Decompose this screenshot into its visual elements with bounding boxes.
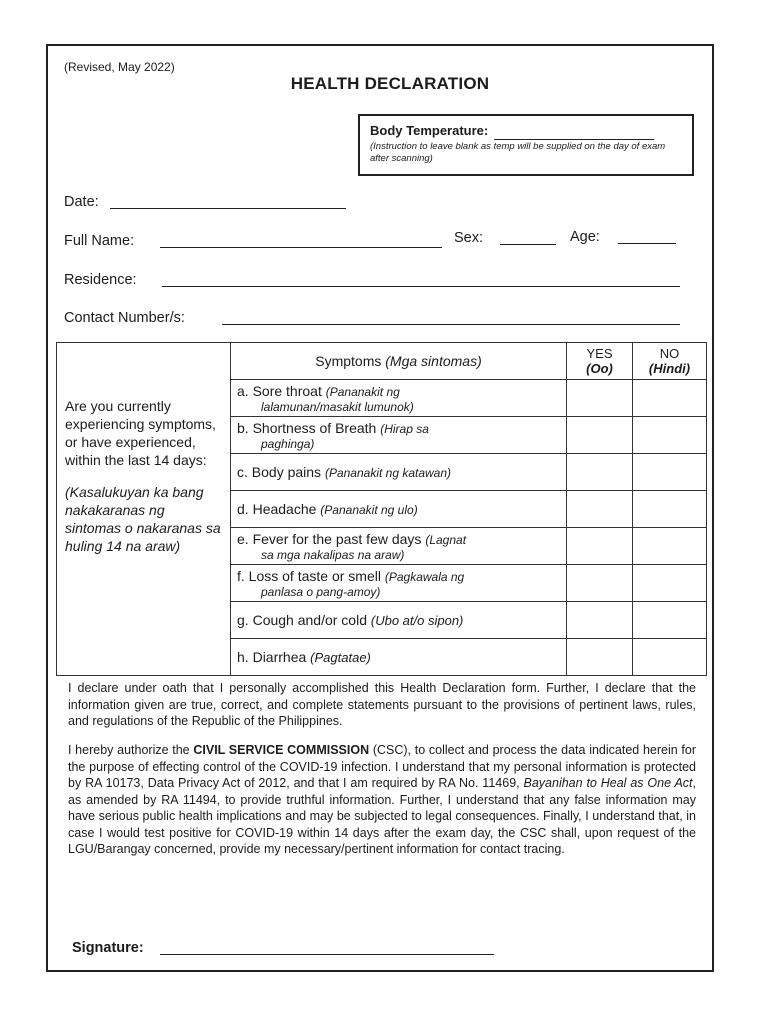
yes-checkbox-e[interactable] <box>567 528 633 565</box>
no-checkbox-b[interactable] <box>633 417 707 454</box>
signature-field[interactable] <box>160 954 494 955</box>
no-checkbox-c[interactable] <box>633 454 707 491</box>
no-checkbox-d[interactable] <box>633 491 707 528</box>
declaration-text: I hereby authorize the <box>68 743 194 757</box>
symptom-letter: e. <box>237 530 249 547</box>
yes-checkbox-g[interactable] <box>567 602 633 639</box>
symptom-tagalog: (Lagnat <box>425 532 467 547</box>
temperature-box <box>358 114 694 176</box>
symptom-letter: a. <box>237 382 249 399</box>
full-name-field[interactable] <box>160 247 442 248</box>
symptom-name: Cough and/or cold <box>252 611 367 628</box>
symptom-letter: b. <box>237 419 249 436</box>
yes-checkbox-f[interactable] <box>567 565 633 602</box>
symptom-tagalog-cont: lalamunan/masakit lumunok) <box>261 399 414 414</box>
contact-field[interactable] <box>222 324 680 325</box>
symptom-tagalog: (Pagtatae) <box>310 649 371 665</box>
health-declaration-form <box>46 44 714 972</box>
symptom-e <box>231 528 567 565</box>
symptom-d <box>231 491 567 528</box>
symptoms-header-tl: (Mga sintomas) <box>385 353 482 369</box>
yes-header-tl: (Oo) <box>586 361 613 376</box>
temperature-label: Body Temperature: <box>370 123 489 138</box>
question-tagalog: (Kasalukuyan ka bang nakakaranas ng sintomas o nakaranas sa huling 14 na araw) <box>65 484 221 554</box>
residence-label: Residence: <box>64 272 137 288</box>
age-field[interactable] <box>618 243 676 244</box>
declaration-text: , as amended by RA 11494, to provide truthful information. Further, I understand that any false information may have serious public health implications and may be subjected to legal consequences. Finally, I understand that, in case I would test positive for COVID-19 within 14 days after the exam day, the CSC shall, upon request of the LGU/Barangay concerned, provide my necessary/pertinent information for contact tracing. <box>68 776 696 856</box>
no-header-en: NO <box>659 346 680 361</box>
symptom-letter: f. <box>237 567 245 584</box>
symptom-b <box>231 417 567 454</box>
symptom-tagalog: (Pananakit ng ulo) <box>320 502 418 517</box>
form-title: HEALTH DECLARATION <box>290 74 490 93</box>
symptom-tagalog: (Pananakit ng <box>325 384 400 399</box>
symptom-tagalog: (Pagkawala ng <box>384 569 465 584</box>
full-name-label: Full Name: <box>64 233 135 249</box>
symptom-tagalog: (Pananakit ng katawan) <box>324 465 452 480</box>
symptom-tagalog: (Ubo at/o sipon) <box>370 612 464 628</box>
symptom-name: Body pains <box>251 463 322 480</box>
yes-checkbox-h[interactable] <box>567 639 633 676</box>
declaration-text: (CSC), to collect and process the data indicated herein for the purpose of effecting control of the COVID-19 infection. I understand that my personal information is protected by RA 10173, Data Privacy Act of 2012, and that I am required by RA No. 11469, <box>68 743 696 790</box>
yes-checkbox-a[interactable] <box>567 380 633 417</box>
no-header-tl: (Hindi) <box>648 361 691 376</box>
signature-label: Signature: <box>72 940 144 956</box>
symptoms-column-header <box>231 343 567 380</box>
symptom-h <box>231 639 567 676</box>
symptom-letter: h. <box>237 648 249 665</box>
declaration-paragraph-1: I declare under oath that I personally accomplished this Health Declaration form. Further, I declare that the information given are true, correct, and complete statements pursuant to the provisions of pertinent laws, rules, and regulations of the Republic of the Philippines. <box>68 681 696 728</box>
act-name: Bayanihan to Heal as One Act <box>523 776 693 790</box>
no-checkbox-e[interactable] <box>633 528 707 565</box>
yes-header-en: YES <box>586 346 613 361</box>
no-checkbox-h[interactable] <box>633 639 707 676</box>
symptoms-header-en: Symptoms <box>315 353 382 369</box>
symptom-c <box>231 454 567 491</box>
symptom-name: Shortness of Breath <box>252 419 377 436</box>
revision-note: (Revised, May 2022) <box>64 60 175 74</box>
symptom-a <box>231 380 567 417</box>
agency-name: CIVIL SERVICE COMMISSION <box>193 743 370 757</box>
symptom-name: Loss of taste or smell <box>248 567 381 584</box>
contact-label: Contact Number/s: <box>64 310 185 326</box>
temperature-field[interactable] <box>494 127 654 140</box>
sex-label: Sex: <box>454 230 484 246</box>
symptom-tagalog-cont: paghinga) <box>261 436 315 451</box>
age-label: Age: <box>570 229 600 245</box>
symptom-letter: d. <box>237 500 249 517</box>
symptom-question <box>57 343 231 676</box>
residence-field[interactable] <box>162 286 680 287</box>
symptom-tagalog-cont: sa mga nakalipas na araw) <box>261 547 405 562</box>
yes-checkbox-b[interactable] <box>567 417 633 454</box>
yes-checkbox-c[interactable] <box>567 454 633 491</box>
symptom-letter: c. <box>237 463 248 480</box>
no-checkbox-f[interactable] <box>633 565 707 602</box>
declaration-paragraph-2 <box>68 742 696 858</box>
symptom-f <box>231 565 567 602</box>
symptom-name: Sore throat <box>252 382 322 399</box>
symptom-tagalog: (Hirap sa <box>380 421 429 436</box>
symptom-letter: g. <box>237 611 249 628</box>
yes-column-header <box>567 343 633 380</box>
no-checkbox-a[interactable] <box>633 380 707 417</box>
yes-checkbox-d[interactable] <box>567 491 633 528</box>
symptom-name: Diarrhea <box>252 648 307 665</box>
symptom-tagalog-cont: panlasa o pang-amoy) <box>261 584 381 599</box>
temperature-note: (Instruction to leave blank as temp will be supplied on the day of exam after scanning) <box>370 141 666 164</box>
date-field[interactable] <box>110 208 346 209</box>
symptoms-table <box>56 342 707 676</box>
sex-field[interactable] <box>500 244 556 245</box>
no-checkbox-g[interactable] <box>633 602 707 639</box>
no-column-header <box>633 343 707 380</box>
symptom-name: Headache <box>252 500 317 517</box>
symptom-g <box>231 602 567 639</box>
date-label: Date: <box>64 194 99 210</box>
symptom-name: Fever for the past few days <box>252 530 422 547</box>
question-english: Are you currently experiencing symptoms, or have experienced, within the last 14 days: <box>65 398 216 468</box>
